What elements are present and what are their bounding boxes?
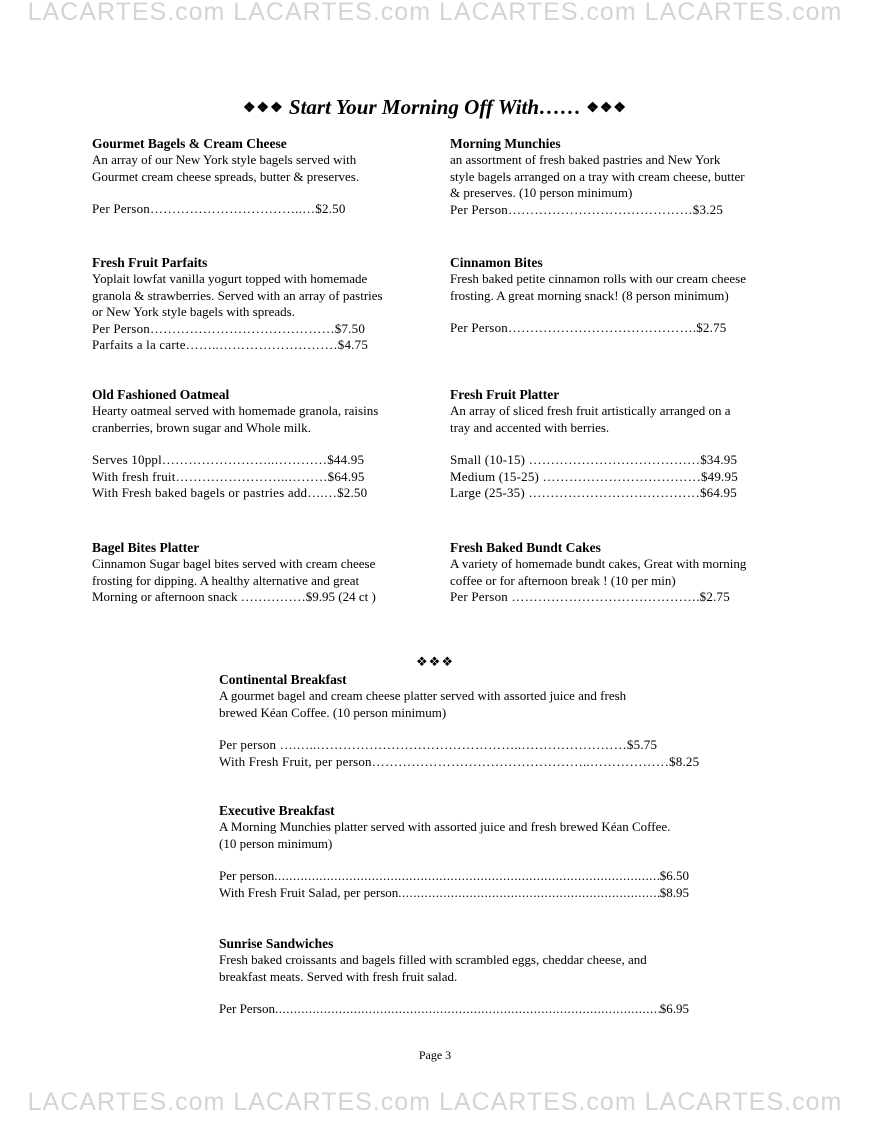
price-label: Per Person xyxy=(219,1001,275,1016)
price-label: With Fresh Fruit Salad, per person xyxy=(219,884,399,900)
watermark-top: LACARTES.com LACARTES.com LACARTES.com LACARTES.com xyxy=(27,0,843,26)
price-line: Per Person……………………………..…$2.50 xyxy=(92,201,346,216)
item-name: Executive Breakfast xyxy=(219,803,335,818)
price-row xyxy=(219,885,689,902)
item-description: Hearty oatmeal served with homemade granola, raisins cranberries, brown sugar and Whole milk. xyxy=(92,403,379,435)
item-description: A gourmet bagel and cream cheese platter served with assorted juice and fresh brewed Kéan Coffee. (10 person minimum) xyxy=(219,688,627,720)
price-value: $6.95 xyxy=(659,1001,689,1016)
item-description: An array of our New York style bagels served with Gourmet cream cheese spreads, butter & preserves. xyxy=(92,152,360,184)
item-description: Yoplait lowfat vanilla yogurt topped with homemade granola & strawberries. Served with an array of pastries or New York style bagels with spreads. xyxy=(92,271,383,319)
watermark-bottom: LACARTES.com LACARTES.com LACARTES.com LACARTES.com xyxy=(27,1088,843,1116)
price-line: Serves 10ppl……………………..…………$44.95 xyxy=(92,452,365,467)
dot-leader xyxy=(398,885,659,902)
item-description: A Morning Munchies platter served with assorted juice and fresh brewed Kéan Coffee. (10 person minimum) xyxy=(219,819,671,851)
item-name: Morning Munchies xyxy=(450,136,561,151)
item-description: an assortment of fresh baked pastries and New York style bagels arranged on a tray with cream cheese, butter & preserves. (10 person minimum) xyxy=(450,152,745,200)
price-line: Per Person…………………………………….$2.75 xyxy=(450,320,727,335)
item-description: Fresh baked croissants and bagels filled with scrambled eggs, cheddar cheese, and breakfast meats. Served with fresh fruit salad. xyxy=(219,952,647,984)
price-label: Per person xyxy=(219,868,275,883)
menu-item-executive-breakfast xyxy=(219,802,719,901)
menu-item-continental-breakfast xyxy=(219,671,719,770)
dot-leader xyxy=(274,868,660,885)
price-line: Per Person……………………………………$3.25 xyxy=(450,201,724,217)
price-value: $8.95 xyxy=(659,884,689,900)
price-row xyxy=(219,1001,689,1018)
item-name: Fresh Fruit Platter xyxy=(450,387,560,402)
item-name: Old Fashioned Oatmeal xyxy=(92,387,230,402)
ornament-right: ❖❖❖ xyxy=(586,101,627,116)
item-name: Gourmet Bagels & Cream Cheese xyxy=(92,136,287,151)
item-name: Fresh Fruit Parfaits xyxy=(92,255,208,270)
price-row xyxy=(219,868,689,885)
price-line: With Fresh baked bagels or pastries add….…$2.50 xyxy=(92,485,368,500)
item-description: Fresh baked petite cinnamon rolls with our cream cheese frosting. A great morning snack! (8 person minimum) xyxy=(450,271,747,303)
menu-item-sunrise-sandwiches xyxy=(219,935,719,1018)
page-number: Page 3 xyxy=(418,1048,452,1062)
price-line: Per person ….…..………………………………………..……………………$5.75 xyxy=(219,737,658,752)
ornament-left: ❖❖❖ xyxy=(243,101,284,116)
menu-item-oatmeal xyxy=(92,386,412,502)
menu-item-morning-munchies xyxy=(450,135,780,218)
price-line: Per Person …………………………………….$2.75 xyxy=(450,589,730,604)
price-line: Large (25-35) …………………………………$64.95 xyxy=(450,485,737,500)
menu-item-cinnamon-bites xyxy=(450,254,780,337)
menu-item-bagel-bites xyxy=(92,539,412,606)
price-line: With Fresh Fruit, per person…………………………………………..………………$8.25 xyxy=(219,753,700,769)
item-description: Cinnamon Sugar bagel bites served with cream cheese frosting for dipping. A healthy alternative and great Morning or afternoon snack ……………$9.95 (24 ct ) xyxy=(92,556,376,604)
page-title-text: Start Your Morning Off With…… xyxy=(288,95,582,119)
price-value: $6.50 xyxy=(659,868,689,883)
menu-item-fruit-platter xyxy=(450,386,780,502)
menu-item-fruit-parfaits xyxy=(92,254,412,354)
item-description: A variety of homemade bundt cakes, Great with morning coffee or for afternoon break ! (10 per min) xyxy=(450,556,747,588)
dot-leader xyxy=(275,1001,660,1018)
price-line: With fresh fruit……………………..………$64.95 xyxy=(92,468,365,484)
item-description: An array of sliced fresh fruit artistically arranged on a tray and accented with berries. xyxy=(450,403,731,435)
price-line: Parfaits a la carte……..………………………$4.75 xyxy=(92,337,369,352)
price-line: Per Person……………………………………$7.50 xyxy=(92,320,366,336)
item-name: Cinnamon Bites xyxy=(450,255,543,270)
menu-item-bundt-cakes xyxy=(450,539,780,606)
price-line: Small (10-15) …………………………………$34.95 xyxy=(450,452,738,467)
page-title xyxy=(0,94,870,122)
item-name: Continental Breakfast xyxy=(219,672,347,687)
item-name: Fresh Baked Bundt Cakes xyxy=(450,540,601,555)
price-line: Medium (15-25) ………………………………$49.95 xyxy=(450,468,738,484)
item-name: Sunrise Sandwiches xyxy=(219,936,334,951)
menu-item-gourmet-bagels xyxy=(92,135,412,218)
item-name: Bagel Bites Platter xyxy=(92,540,200,555)
section-separator: ❖❖❖ xyxy=(416,654,454,669)
